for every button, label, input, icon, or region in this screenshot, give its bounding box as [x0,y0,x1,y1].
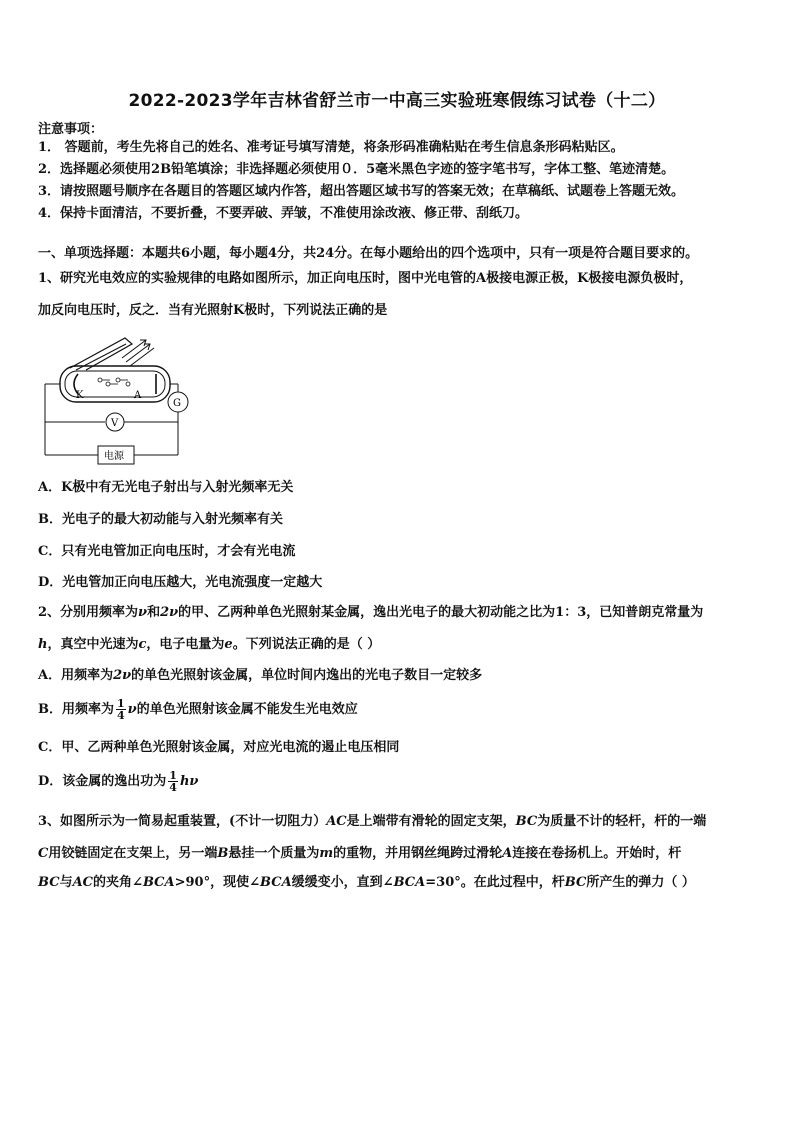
fraction-one-quarter: $\frac{1}{4}$ [169,769,177,794]
option-c: C．只有光电管加正向电压时，才会有光电流 [38,544,296,559]
cathode-label: K [76,390,84,401]
option-a: A．K极中有无光电子射出与入射光频率无关 [38,480,294,495]
power-supply-label: 电源 [104,451,124,462]
question-2-stem: 2、分别用频率为ν和2ν的甲、乙两种单色光照射某金属，逸出光电子的最大初动能之比为1：3，已知普朗克常量为 [38,605,704,620]
question-3-stem: BC与AC的夹角∠BCA>90°，现使∠BCA缓缓变小，直到∠BCA=30°。在此过程中，杆BC所产生的弹力（ ） [38,875,695,890]
anode-label: A [134,390,142,401]
question-1-stem: 1、研究光电效应的实验规律的电路如图所示，加正向电压时，图中光电管的A极接电源正极，K极接电源负极时， [38,271,693,286]
photoelectric-circuit-figure [40,330,200,474]
question-2-stem: h，真空中光速为c，电子电量为e。下列说法正确的是（ ） [38,637,381,652]
option-c: C．甲、乙两种单色光照射该金属，对应光电流的遏止电压相同 [38,740,400,755]
notice-item: 3．请按照题号顺序在各题目的答题区域内作答，超出答题区域书写的答案无效；在草稿纸、试题卷上答题无效。 [38,184,685,199]
notice-item: 2．选择题必须使用2B铅笔填涂；非选择题必须使用０．5毫米黑色字迹的签字笔书写，字体工整、笔迹清楚。 [38,162,675,177]
notice-heading: 注意事项： [38,122,104,137]
option-d: D．光电管加正向电压越大，光电流强度一定越大 [38,575,323,590]
option-d: D．该金属的逸出功为 $\frac{1}{4}$ hν [38,769,199,794]
section-heading: 一、单项选择题：本题共6小题，每小题4分，共24分。在每小题给出的四个选项中，只有一项是符合题目要求的。 [38,246,699,261]
notice-item: 4．保持卡面清洁，不要折叠，不要弄破、弄皱，不准使用涂改液、修正带、刮纸刀。 [38,206,529,221]
option-a: A．用频率为2ν的单色光照射该金属，单位时间内逸出的光电子数目一定较多 [38,668,483,683]
question-1-stem: 加反向电压时，反之．当有光照射K极时，下列说法正确的是 [38,303,388,318]
voltmeter-label: V [111,418,119,429]
notice-item: 1． 答题前，考生先将自己的姓名、准考证号填写清楚，将条形码准确粘贴在考生信息条形码粘贴区。 [38,140,624,155]
option-b: B．光电子的最大初动能与入射光频率有关 [38,512,283,527]
option-b: B．用频率为 $\frac{1}{4}$ ν的单色光照射该金属不能发生光电效应 [38,697,358,722]
fraction-one-quarter: $\frac{1}{4}$ [117,697,125,722]
page-title: 2022-2023学年吉林省舒兰市一中高三实验班寒假练习试卷（十二） [128,91,666,111]
galvanometer-label: G [173,398,181,409]
question-3-stem: C用铰链固定在支架上，另一端B悬挂一个质量为m的重物，并用钢丝绳跨过滑轮A连接在卷扬机上。开始时，杆 [38,846,682,861]
question-3-stem: 3、如图所示为一简易起重装置，(不计一切阻力）AC是上端带有滑轮的固定支架，BC为质量不计的轻杆，杆的一端 [38,814,707,829]
